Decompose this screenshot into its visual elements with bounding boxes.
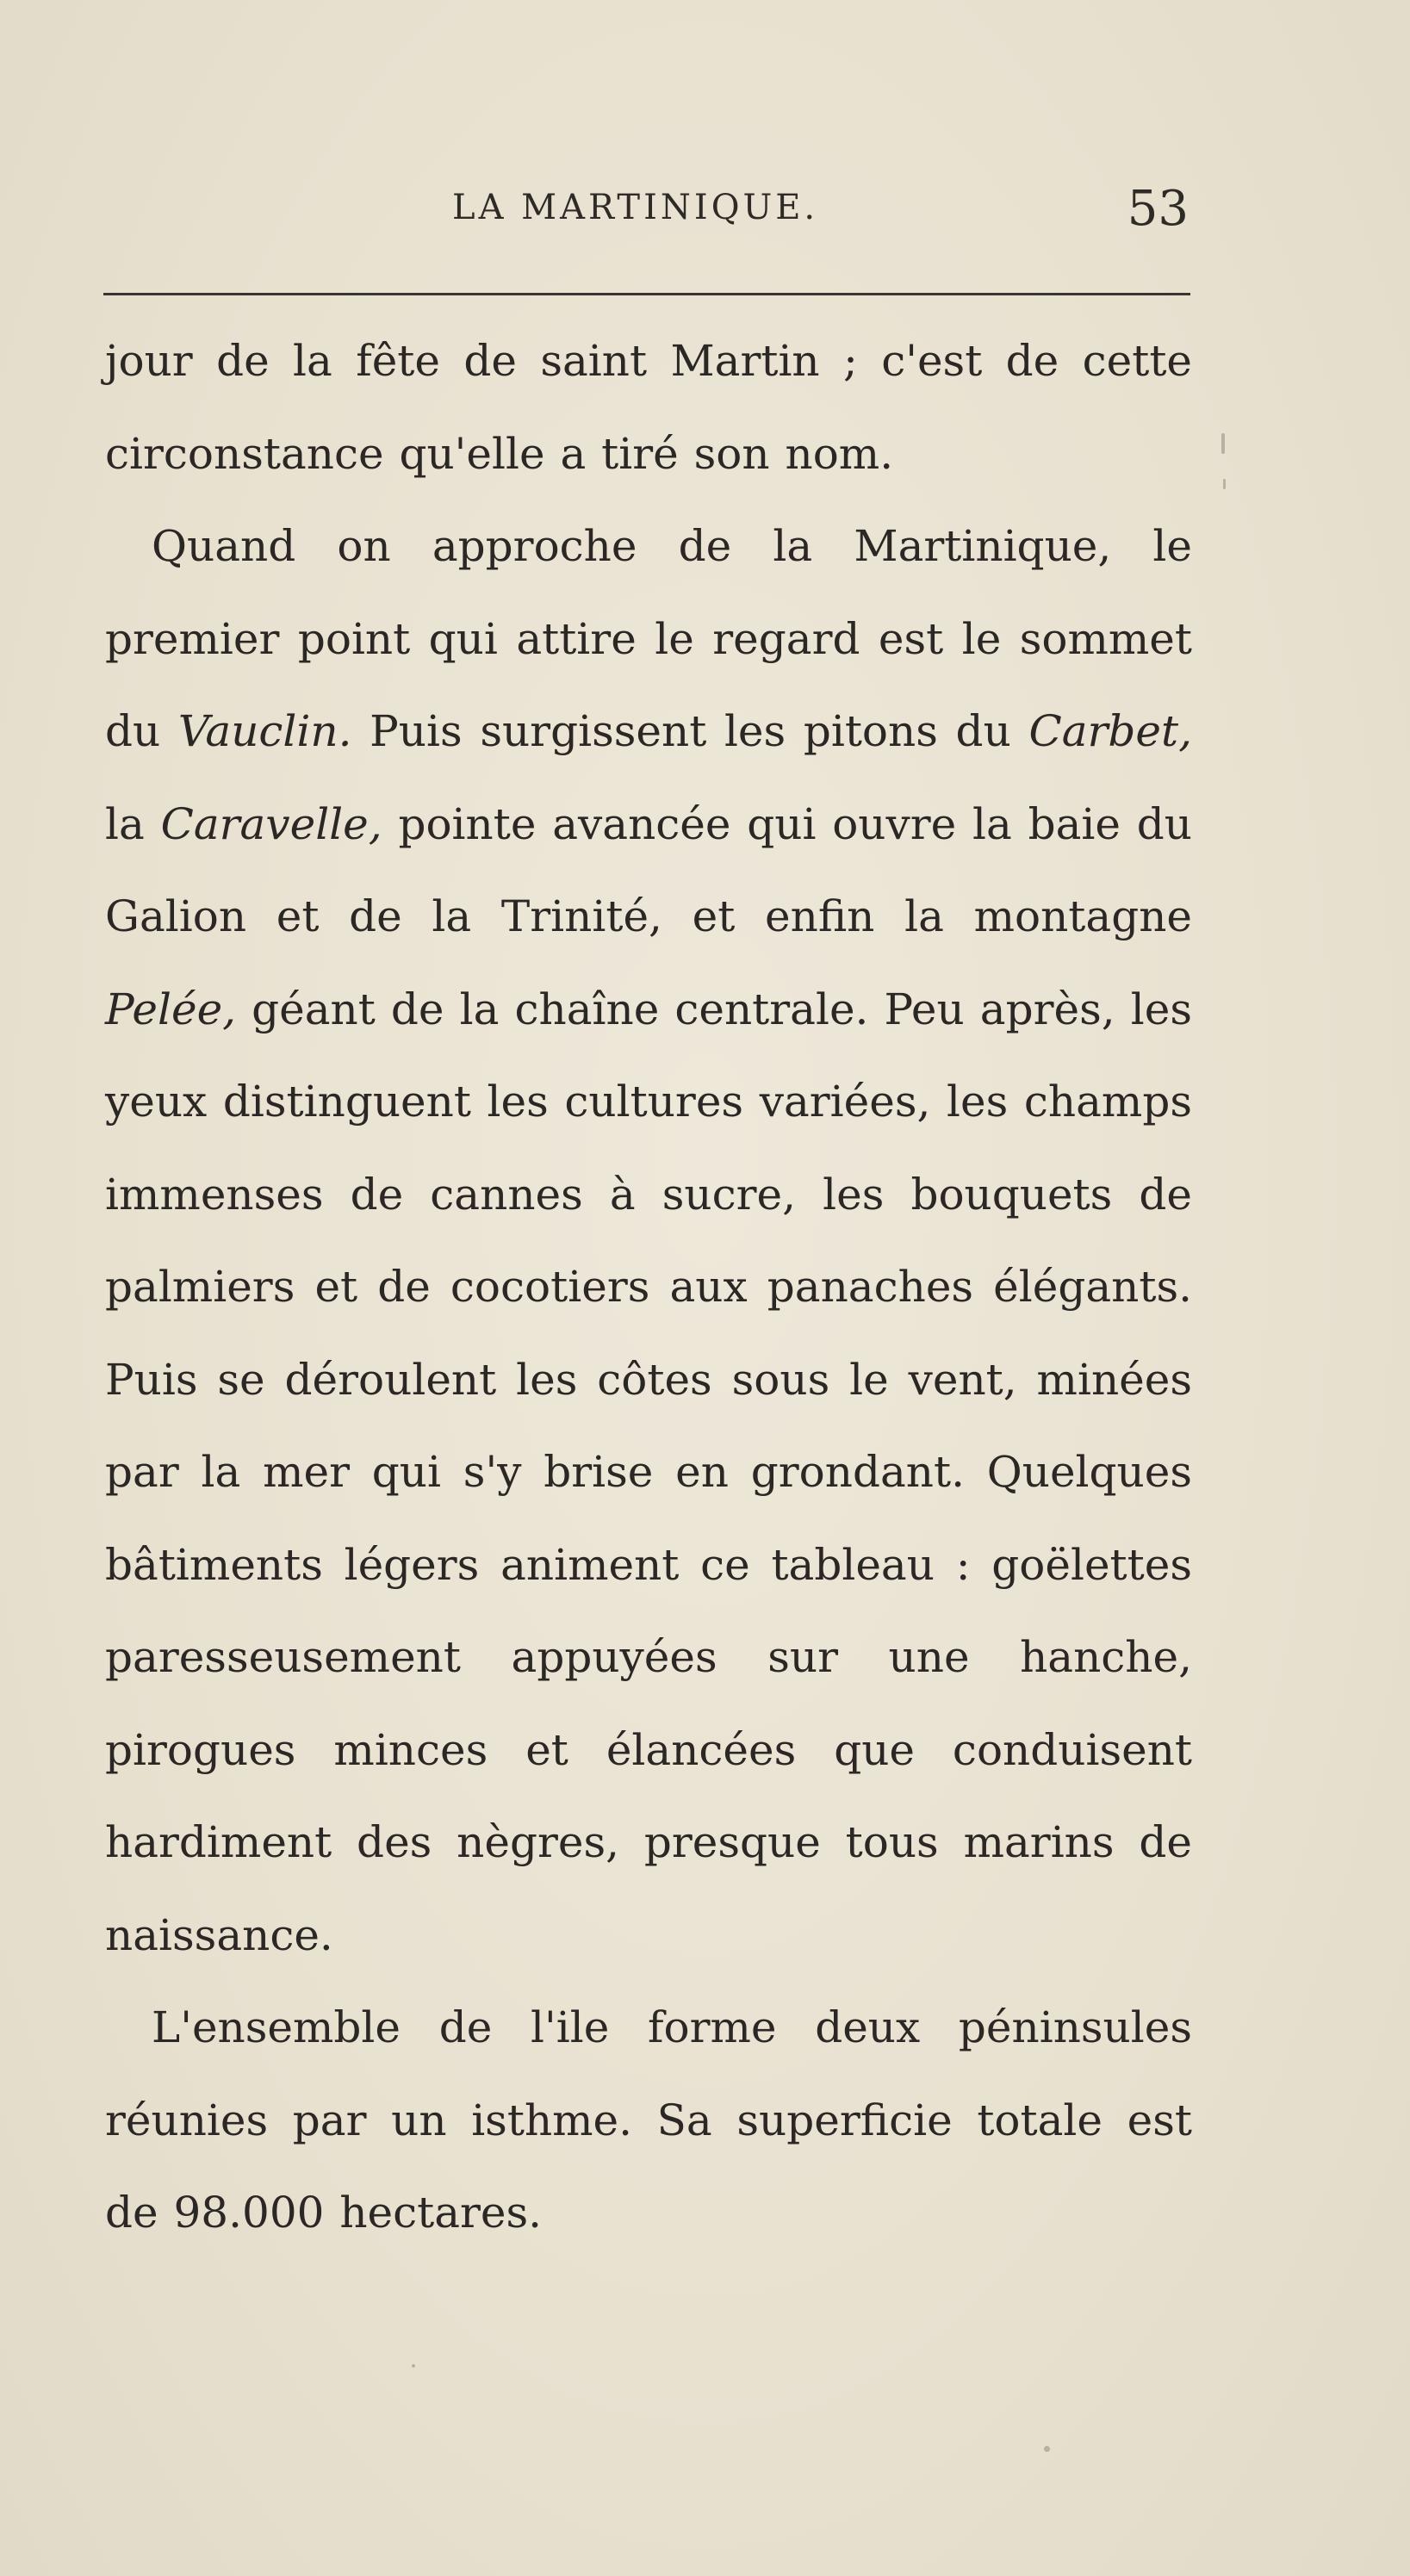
header-rule	[103, 293, 1190, 295]
text-segment: pointe avancée qui ouvre la baie du Galion et de la Trinité, et enfin la montagne	[105, 798, 1192, 941]
text-segment: la	[105, 798, 161, 849]
italic-text: Carbet,	[1028, 706, 1192, 756]
italic-text: Vauclin.	[177, 706, 352, 756]
text-segment: géant de la chaîne centrale. Peu après, les yeux distinguent les cultures variées, les champs immenses de cannes à sucre, les bouquets de palmiers et de cocotiers aux panaches élégants. Puis se déroulent les côtes sous le vent, minées par la mer qui s'y brise en grondant. Quelques bâtiments légers animent ce tableau : goëlettes paresseusement appuyées sur une hanche, pirogues minces et élancées que conduisent hardiment des nègres, presque tous marins de naissance.	[105, 984, 1192, 1960]
text-segment: jour de la fête de saint Martin ; c'est de cette circonstance qu'elle a tiré son nom.	[105, 336, 1192, 479]
italic-text: Caravelle,	[160, 798, 382, 849]
italic-text: Pelée,	[105, 984, 237, 1034]
page-number: 53	[1127, 181, 1189, 237]
page-header	[103, 181, 1197, 257]
body-text	[105, 315, 1192, 2260]
text-segment: Puis surgissent les pitons du	[351, 706, 1029, 756]
text-segment: L'ensemble de l'ile forme deux péninsules réunies par un isthme. Sa superficie totale est de 98.000 hectares.	[105, 2002, 1192, 2238]
running-title: LA MARTINIQUE.	[452, 188, 819, 227]
paragraph	[105, 315, 1192, 500]
paper-speck	[1044, 2446, 1050, 2452]
paragraph	[105, 1982, 1192, 2260]
text-segment: Quand on approche de la Martinique, le premier point qui attire le regard est le sommet du	[105, 521, 1192, 756]
paper-speck	[1221, 433, 1225, 454]
paper-speck	[1223, 479, 1226, 489]
paper-speck	[412, 2364, 415, 2368]
paragraph	[105, 500, 1192, 1982]
